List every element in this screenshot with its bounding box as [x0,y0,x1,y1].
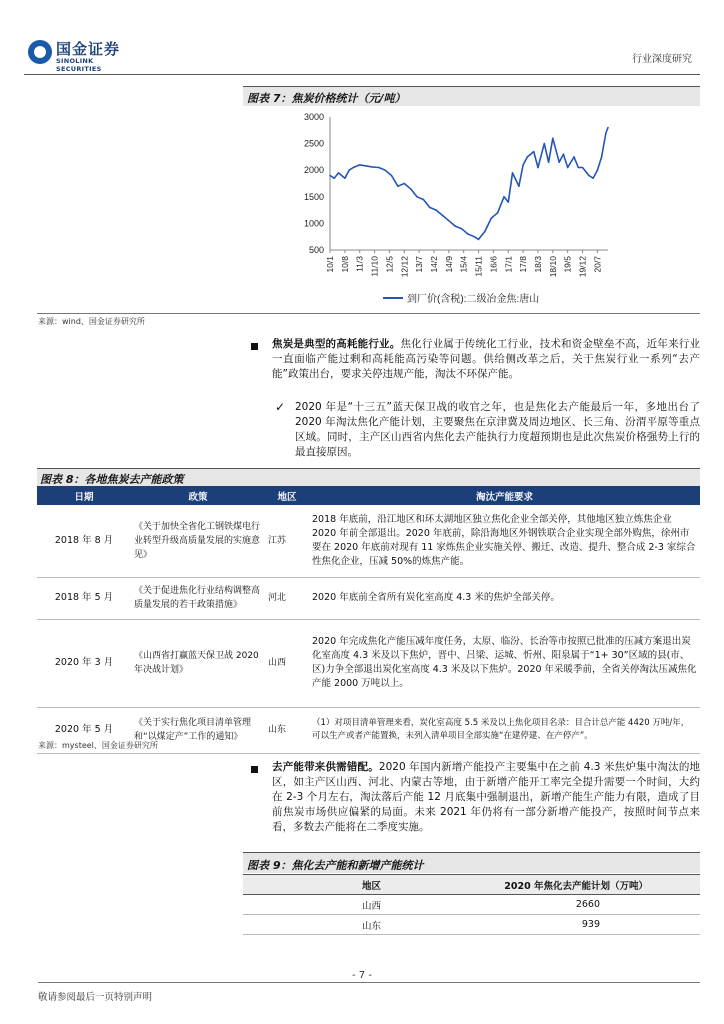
cell-date: 2018 年 5 月 [37,577,131,619]
data-point [423,199,425,201]
x-tick-label: 12/12 [399,256,410,278]
data-point [338,172,340,174]
logo-mark-icon [28,40,52,64]
data-point [567,167,569,169]
figure9-title: 图表 9：焦化去产能和新增产能统计 [247,859,424,872]
bullet-square-icon [251,766,258,773]
cell-region: 山东 [243,915,500,935]
paragraph-body: 2020 年国内新增产能投产主要集中在之前 4.3 米焦炉集中淘汰的地区，如主产区山西、河北、内蒙古等地，由于新增产能开工率完全提升需要一个时间，大约在 2-3 个月左右，淘汰落后产能 12 月底集中强制退出，新增产能生产能力有限，造成了目前焦炭市场供应偏紧的局面。未来 2021 年仍将有一部分新增产能投产，按照时间节点来看，多数去产能将在二季度实施。 [272,761,701,833]
data-point [353,167,355,169]
y-tick-label: 1000 [303,218,324,229]
figure7-title: 图表 7：焦炭价格统计（元/吨） [247,92,406,105]
data-point [601,156,603,158]
data-point [588,175,590,177]
y-tick-label: 2000 [303,165,324,176]
data-point [474,236,476,238]
data-point [454,225,456,227]
data-point [329,175,331,177]
cell-value: 939 [500,915,700,935]
cell-region: 山西 [265,619,309,707]
legend-label: 到厂价(含税):二级冶金焦:唐山 [407,294,540,305]
data-point [442,215,444,217]
data-point [435,209,437,211]
x-tick-label: 19/12 [577,256,588,278]
col-header-date: 日期 [37,486,131,505]
data-point [605,132,607,134]
col-header-requirement: 淘汰产能要求 [309,486,700,505]
checkmark-icon: ✓ [275,400,286,414]
data-point [508,201,510,203]
figure7-source: 来源：wind、国金证券研究所 [38,317,145,326]
paragraph-lead: 焦炭是典型的高耗能行业。 [272,338,401,350]
col-header-region: 地区 [265,486,309,505]
x-tick-label: 11/3 [354,256,365,272]
paragraph-body: 焦化行业属于传统化工行业，技术和资金壁垒不高，近年来行业一直面临产能过剩和高耗能高污染等问题。供给侧改革之后，关于焦炭行业一系列“去产能”政策出台，要求关停违规产能，淘汰不环保产能。 [272,338,701,380]
data-point [552,138,554,140]
data-point [518,185,520,187]
footer-disclaimer: 敬请参阅最后一页特别声明 [38,992,153,1003]
table-row [243,915,700,935]
table-row [37,505,700,577]
cell-date: 2018 年 8 月 [37,505,131,577]
x-tick-label: 18/3 [532,256,543,273]
bullet-square-icon [251,343,258,350]
data-point [378,167,380,169]
cell-date: 2020 年 3 月 [37,619,131,707]
data-point [527,156,529,158]
x-tick-label: 14/9 [443,256,454,273]
data-point [607,127,609,129]
data-point [344,177,346,179]
cell-date: 2020 年 5 月 [37,707,131,753]
figure7-bottom-rule [37,313,700,314]
data-point [522,164,524,166]
x-tick-label: 16/6 [488,256,499,273]
header-divider [24,74,700,75]
data-point [410,188,412,190]
cell-region: 山东 [265,707,309,753]
figure8-title: 图表 8：各地焦炭去产能政策 [40,473,184,486]
data-point [365,165,367,167]
x-tick-label: 19/5 [562,256,573,273]
data-point [597,169,599,171]
table-row [37,619,700,707]
cell-requirement: 2018 年底前，沿江地区和环太湖地区独立焦化企业全部关停，其他地区独立炼焦企业 2020 年前全部退出。2020 年底前，除沿海地区外钢铁联合企业实现全部外购焦，徐州市要在 2020 年底前对现有 11 家炼焦企业实施关停、搬迁、改造、提升、整合成 2-3 家综合性焦化企业，压减 50%的炼焦产能。 [309,505,700,577]
table-header-row [243,875,700,895]
data-point [491,217,493,219]
data-point [558,161,560,163]
figure8-source: 来源：mysteel、国金证券研究所 [38,741,158,750]
series-line [330,128,608,240]
data-point [372,166,374,168]
data-point [563,153,565,155]
paragraph-coke-energy [272,337,700,382]
col-header-plan: 2020 年焦化去产能计划（万吨） [500,875,700,895]
data-point [537,167,539,169]
cell-requirement: （1）对项目清单管理来看，炭化室高度 5.5 米及以上焦化项目名录：目合计总产能 4420 万吨/年，可以生产或者产能置换，未列入清单项目全部实施“在建停建、在产停产”。 [309,707,700,753]
x-tick-label: 17/1 [503,256,514,273]
cell-region: 江苏 [265,505,309,577]
y-tick-label: 3000 [303,112,324,122]
data-point [478,239,480,241]
table-row [243,895,700,915]
x-tick-label: 18/10 [547,256,558,278]
data-point [429,207,431,209]
logo-en-text: SINOLINK SECURITIES [56,57,102,73]
x-tick-label: 10/8 [339,256,350,273]
data-point [512,172,514,174]
data-point [582,167,584,169]
paragraph-lead: 去产能带来供需错配。 [272,761,379,773]
cell-policy: 《关于加快全省化工钢铁煤电行业转型升级高质量发展的实施意见》 [131,505,265,577]
data-point [548,161,550,163]
figure8-title-bar [37,468,700,486]
cell-value: 2660 [500,895,700,915]
footer-divider [38,982,700,983]
data-point [467,233,469,235]
col-header-region: 地区 [243,875,500,895]
data-point [333,177,335,179]
report-type: 行业深度研究 [632,54,692,65]
cell-region: 河北 [265,577,309,619]
data-point [497,212,499,214]
x-tick-label: 10/1 [325,256,335,273]
capacity-table [243,874,700,935]
x-tick-label: 13/7 [414,256,425,273]
table-row [37,577,700,619]
cell-policy: 《山西省打赢蓝天保卫战 2020 年决战计划》 [131,619,265,707]
cell-policy: 《关于促进焦化行业结构调整高质量发展的若干政策措施》 [131,577,265,619]
cell-policy: 《关于实行焦化项目清单管理和“以煤定产”工作的通知》 [131,707,265,753]
x-tick-label: 12/5 [384,256,395,273]
data-point [578,167,580,169]
x-tick-label: 15/4 [458,256,469,273]
data-point [397,185,399,187]
data-point [384,169,386,171]
logo-cn-text: 国金证券 [56,40,121,58]
figure9-title-bar [243,852,700,873]
x-tick-label: 14/2 [428,256,439,273]
x-tick-label: 20/7 [592,256,603,273]
x-tick-label: 15/11 [473,256,484,277]
policy-table [37,486,700,754]
cell-requirement: 2020 年底前全省所有炭化室高度 4.3 米的焦炉全部关停。 [309,577,700,619]
figure7-title-bar [243,86,700,106]
paragraph-supply-mismatch [272,760,700,835]
y-tick-label: 1500 [303,191,324,202]
page-number: - 7 - [352,970,372,981]
data-point [503,196,505,198]
data-point [359,164,361,166]
data-point [533,151,535,153]
table-header-row [37,486,700,505]
cell-region: 山西 [243,895,500,915]
cell-requirement: 2020 年完成焦化产能压减年度任务，太原、临汾、长治等市按照已批准的压减方案退出炭化室高度 4.3 米及以下焦炉，晋中、吕梁、运城、忻州、阳泉属于“1+ 30”区域的县(市、区)力争全部退出炭化室高度 4.3 米及以下焦炉。2020 年采暖季前，全省关停淘汰压减焦化产能 2000 万吨以上。 [309,619,700,707]
data-point [448,220,450,222]
y-tick-label: 500 [308,245,324,255]
data-point [348,169,350,171]
x-tick-label: 11/10 [369,256,380,277]
data-point [404,183,406,185]
data-point [416,196,418,198]
paragraph-2020-capacity: 2020 年是“十三五”蓝天保卫战的收官之年，也是焦化去产能最后一年，多地出台了 2020 年淘汰焦化产能计划，主要聚焦在京津冀及周边地区、长三角、汾渭平原等重点区域。同时，主产区山西省内焦化去产能执行力度超预期也是此次焦炭价格强势上行的最直接原因。 [295,401,700,458]
data-point [391,175,393,177]
data-point [592,177,594,179]
data-point [461,228,463,230]
coke-price-chart [243,105,700,310]
data-point [484,231,486,233]
x-tick-label: 17/8 [518,256,529,273]
company-logo [28,38,132,73]
data-point [544,143,546,145]
data-point [573,156,575,158]
col-header-policy: 政策 [131,486,265,505]
y-tick-label: 2500 [303,138,324,149]
